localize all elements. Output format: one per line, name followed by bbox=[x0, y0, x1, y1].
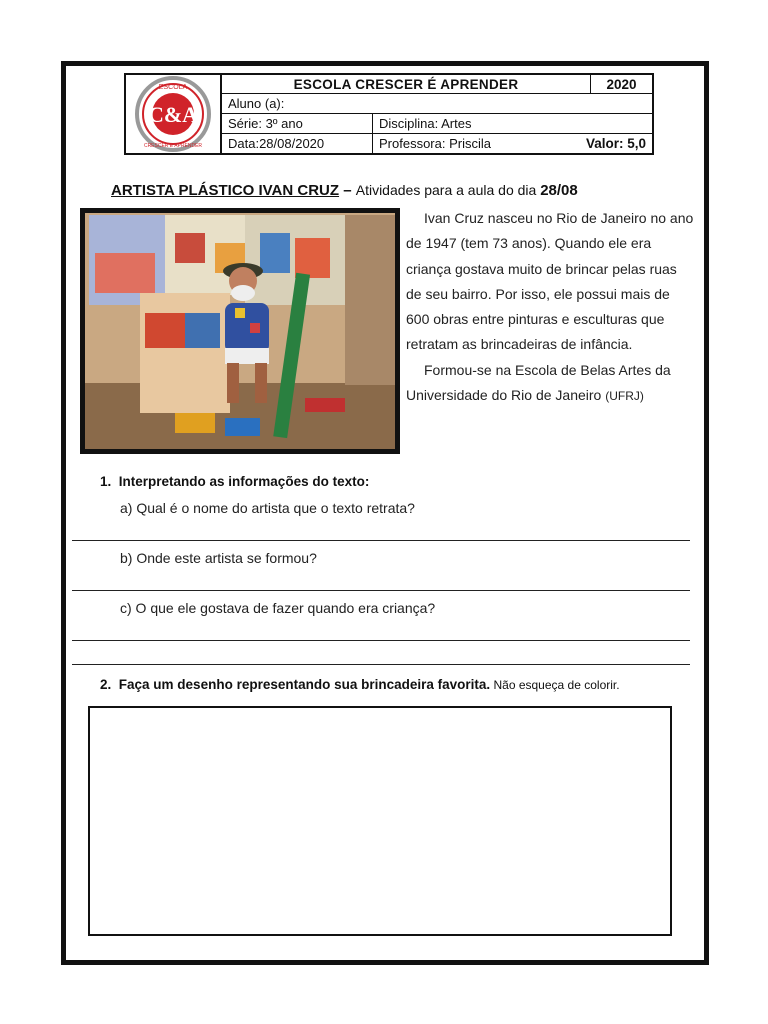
title-main: ARTISTA PLÁSTICO IVAN CRUZ bbox=[111, 182, 340, 199]
title-dash: – bbox=[339, 182, 356, 199]
school-logo bbox=[126, 75, 222, 153]
grade-label: Série: 3º ano bbox=[228, 116, 303, 131]
question-2-text: Faça um desenho representando sua brincadeira favorita. bbox=[118, 677, 491, 692]
logo-letters: C&A bbox=[147, 102, 199, 127]
question-1b: b) Onde este artista se formou? bbox=[120, 550, 317, 566]
question-2-number: 2. bbox=[100, 677, 112, 692]
page-title bbox=[111, 182, 578, 199]
answer-line-a[interactable] bbox=[72, 540, 690, 541]
header-row-student bbox=[222, 94, 652, 114]
school-name: ESCOLA CRESCER É APRENDER bbox=[293, 76, 519, 92]
header-row-date bbox=[222, 134, 652, 153]
question-1 bbox=[100, 474, 369, 489]
date-label: Data:28/08/2020 bbox=[228, 136, 325, 151]
question-1-number: 1. bbox=[100, 474, 112, 489]
paragraph-2-text: Formou-se na Escola de Belas Artes da Universidade do Rio de Janeiro bbox=[406, 361, 671, 404]
paragraph-1: Ivan Cruz nasceu no Rio de Janeiro no ano de 1947 (tem 73 anos). Quando ele era criança gostava muito de brincar pelas ruas de seu bairro. Por isso, ele possui mais de 600 obras entre pinturas e esculturas que retratam as brincadeiras de infância. bbox=[406, 210, 694, 353]
header-row-school bbox=[222, 75, 652, 94]
worksheet-page bbox=[61, 61, 709, 965]
artist-photo bbox=[80, 208, 400, 454]
artist-studio-image bbox=[85, 213, 395, 449]
teacher-label: Professora: Priscila bbox=[372, 134, 559, 153]
question-1a: a) Qual é o nome do artista que o texto retrata? bbox=[120, 500, 415, 516]
paragraph-2-ufrj: (UFRJ) bbox=[605, 389, 644, 404]
drawing-box[interactable] bbox=[88, 706, 672, 936]
header-table bbox=[124, 73, 654, 155]
logo-emblem-icon bbox=[126, 75, 220, 153]
answer-line-b[interactable] bbox=[72, 590, 690, 591]
answer-line-c2[interactable] bbox=[72, 664, 690, 665]
question-1-text: Interpretando as informações do texto: bbox=[118, 474, 370, 489]
header-row-grade bbox=[222, 114, 652, 134]
answer-line-c1[interactable] bbox=[72, 640, 690, 641]
artist-text bbox=[406, 206, 696, 409]
question-2-note: Não esqueça de colorir. bbox=[490, 678, 620, 692]
logo-text-bottom: CRESCER E APRENDER bbox=[143, 143, 203, 149]
year: 2020 bbox=[590, 75, 652, 93]
logo-text-top: ESCOLA bbox=[158, 84, 188, 91]
paragraph-2 bbox=[406, 358, 696, 410]
student-label: Aluno (a): bbox=[228, 96, 285, 111]
question-1c: c) O que ele gostava de fazer quando era criança? bbox=[120, 600, 436, 616]
title-date: 28/08 bbox=[540, 182, 578, 199]
subject-label: Disciplina: Artes bbox=[372, 114, 652, 133]
question-2 bbox=[100, 677, 620, 692]
value-label: Valor: 5,0 bbox=[585, 136, 646, 151]
title-subtitle: Atividades para a aula do dia bbox=[355, 182, 541, 198]
